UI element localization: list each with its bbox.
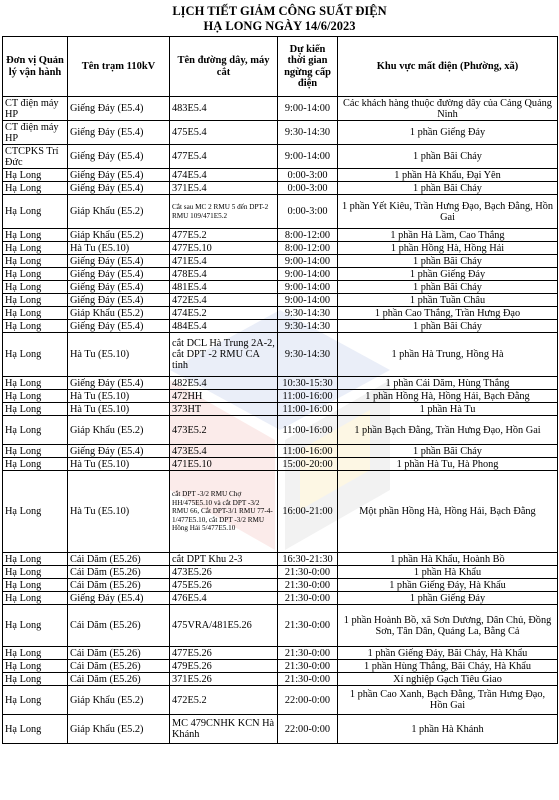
table-row — [3, 445, 558, 458]
table-row — [3, 579, 558, 592]
cell-area: 1 phần Hà Lầm, Cao Thắng — [338, 229, 558, 242]
cell-area: 1 phần Hoành Bồ, xã Sơn Dương, Dân Chủ, Đồng Sơn, Tân Dân, Quảng La, Bằng Cả — [338, 605, 558, 647]
cell-unit: Hạ Long — [3, 416, 68, 445]
cell-area: 1 phần Hà Khẩu, Đại Yên — [338, 169, 558, 182]
cell-station: Giáp Khẩu (E5.2) — [68, 416, 170, 445]
cell-time: 9:30-14:30 — [278, 121, 338, 145]
table-row — [3, 377, 558, 390]
cell-unit: CTCPKS Trí Đức — [3, 145, 68, 169]
cell-station: Cái Dăm (E5.26) — [68, 553, 170, 566]
cell-line: 483E5.4 — [170, 97, 278, 121]
table-row — [3, 660, 558, 673]
cell-area: 1 phần Giếng Đáy — [338, 268, 558, 281]
cell-station: Giếng Đáy (E5.4) — [68, 169, 170, 182]
cell-area: 1 phần Bãi Cháy — [338, 445, 558, 458]
cell-time: 9:30-14:30 — [278, 307, 338, 320]
cell-time: 11:00-16:00 — [278, 416, 338, 445]
cell-unit: Hạ Long — [3, 333, 68, 377]
cell-time: 21:30-0:00 — [278, 660, 338, 673]
table-row — [3, 403, 558, 416]
header-line: Tên đường dây, máy cắt — [170, 37, 278, 97]
cell-time: 11:00-16:00 — [278, 445, 338, 458]
table-row — [3, 268, 558, 281]
cell-area: 1 phần Hà Khẩu, Hoành Bồ — [338, 553, 558, 566]
cell-line: 472E5.2 — [170, 686, 278, 715]
cell-station: Giáp Khẩu (E5.2) — [68, 229, 170, 242]
cell-area: 1 phần Giếng Đáy, Hà Khẩu — [338, 579, 558, 592]
cell-station: Giếng Đáy (E5.4) — [68, 320, 170, 333]
table-row — [3, 182, 558, 195]
cell-line: 476E5.4 — [170, 592, 278, 605]
cell-station: Cái Dăm (E5.26) — [68, 660, 170, 673]
cell-station: Giếng Đáy (E5.4) — [68, 268, 170, 281]
cell-time: 9:30-14:30 — [278, 320, 338, 333]
table-row — [3, 294, 558, 307]
cell-area: 1 phần Hà Khẩu — [338, 566, 558, 579]
table-row — [3, 145, 558, 169]
cell-line: MC 479CNHK KCN Hà Khánh — [170, 715, 278, 744]
cell-line: 477E5.26 — [170, 647, 278, 660]
cell-time: 0:00-3:00 — [278, 182, 338, 195]
cell-station: Cái Dăm (E5.26) — [68, 605, 170, 647]
cell-line: 373HT — [170, 403, 278, 416]
cell-unit: Hạ Long — [3, 445, 68, 458]
cell-unit: Hạ Long — [3, 647, 68, 660]
cell-line: cắt DPT Khu 2-3 — [170, 553, 278, 566]
cell-station: Giáp Khẩu (E5.2) — [68, 307, 170, 320]
cell-time: 9:30-14:30 — [278, 333, 338, 377]
cell-station: Giếng Đáy (E5.4) — [68, 255, 170, 268]
table-row — [3, 416, 558, 445]
cell-area: 1 phần Hồng Hà, Hồng Hải, Bạch Đằng — [338, 390, 558, 403]
cell-area: 1 phần Hà Khánh — [338, 715, 558, 744]
cell-time: 21:30-0:00 — [278, 592, 338, 605]
cell-time: 16:00-21:00 — [278, 471, 338, 553]
cell-time: 22:00-0:00 — [278, 715, 338, 744]
cell-unit: Hạ Long — [3, 592, 68, 605]
cell-line: 475E5.26 — [170, 579, 278, 592]
cell-line: 371E5.4 — [170, 182, 278, 195]
cell-time: 8:00-12:00 — [278, 242, 338, 255]
cell-area: Một phần Hồng Hà, Hồng Hải, Bạch Đằng — [338, 471, 558, 553]
cell-time: 21:30-0:00 — [278, 566, 338, 579]
cell-line: 471E5.4 — [170, 255, 278, 268]
cell-station: Hà Tu (E5.10) — [68, 471, 170, 553]
table-row — [3, 97, 558, 121]
cell-station: Hà Tu (E5.10) — [68, 458, 170, 471]
cell-time: 10:30-15:30 — [278, 377, 338, 390]
table-row — [3, 242, 558, 255]
cell-station: Giếng Đáy (E5.4) — [68, 97, 170, 121]
cell-line: 473E5.26 — [170, 566, 278, 579]
cell-line: 477E5.2 — [170, 229, 278, 242]
table-row — [3, 255, 558, 268]
cell-unit: Hạ Long — [3, 281, 68, 294]
cell-area: 1 phần Tuần Châu — [338, 294, 558, 307]
cell-station: Hà Tu (E5.10) — [68, 403, 170, 416]
cell-line: 474E5.4 — [170, 169, 278, 182]
cell-area: 1 phần Hà Tu, Hà Phong — [338, 458, 558, 471]
cell-station: Giếng Đáy (E5.4) — [68, 121, 170, 145]
table-row — [3, 307, 558, 320]
cell-station: Giếng Đáy (E5.4) — [68, 281, 170, 294]
table-row — [3, 471, 558, 553]
table-row — [3, 715, 558, 744]
cell-time: 9:00-14:00 — [278, 268, 338, 281]
table-row — [3, 390, 558, 403]
cell-time: 9:00-14:00 — [278, 294, 338, 307]
cell-time: 8:00-12:00 — [278, 229, 338, 242]
cell-time: 21:30-0:00 — [278, 579, 338, 592]
cell-station: Giếng Đáy (E5.4) — [68, 145, 170, 169]
cell-time: 9:00-14:00 — [278, 281, 338, 294]
cell-time: 0:00-3:00 — [278, 169, 338, 182]
cell-line: Cắt sau MC 2 RMU 5 đến DPT-2 RMU 109/471E5.2 — [170, 195, 278, 229]
cell-unit: Hạ Long — [3, 255, 68, 268]
cell-unit: Hạ Long — [3, 242, 68, 255]
cell-line: 473E5.2 — [170, 416, 278, 445]
cell-unit: Hạ Long — [3, 673, 68, 686]
cell-unit: Hạ Long — [3, 307, 68, 320]
cell-line: 477E5.4 — [170, 145, 278, 169]
document-subtitle: HẠ LONG NGÀY 14/6/2023 — [203, 19, 356, 33]
cell-line: 473E5.4 — [170, 445, 278, 458]
table-row — [3, 121, 558, 145]
outage-schedule-table — [2, 36, 558, 744]
cell-time: 16:30-21:30 — [278, 553, 338, 566]
table-row — [3, 458, 558, 471]
cell-station: Hà Tu (E5.10) — [68, 390, 170, 403]
cell-time: 11:00-16:00 — [278, 403, 338, 416]
cell-area: Xí nghiệp Gạch Tiêu Giao — [338, 673, 558, 686]
cell-unit: Hạ Long — [3, 390, 68, 403]
cell-line: 479E5.26 — [170, 660, 278, 673]
cell-area: 1 phần Bạch Đằng, Trần Hưng Đạo, Hồn Gai — [338, 416, 558, 445]
table-row — [3, 229, 558, 242]
cell-time: 22:00-0:00 — [278, 686, 338, 715]
cell-area: 1 phần Bãi Cháy — [338, 182, 558, 195]
header-area: Khu vực mất điện (Phường, xã) — [338, 37, 558, 97]
cell-time: 21:30-0:00 — [278, 647, 338, 660]
table-row — [3, 566, 558, 579]
cell-station: Giáp Khẩu (E5.2) — [68, 686, 170, 715]
cell-line: cắt DCL Hà Trung 2A-2, cắt DPT -2 RMU CA tỉnh — [170, 333, 278, 377]
table-row — [3, 281, 558, 294]
cell-unit: Hạ Long — [3, 169, 68, 182]
cell-line: 482E5.4 — [170, 377, 278, 390]
table-row — [3, 592, 558, 605]
cell-station: Cái Dăm (E5.26) — [68, 673, 170, 686]
cell-station: Giáp Khẩu (E5.2) — [68, 195, 170, 229]
cell-time: 11:00-16:00 — [278, 390, 338, 403]
cell-station: Giáp Khẩu (E5.2) — [68, 715, 170, 744]
cell-station: Giếng Đáy (E5.4) — [68, 294, 170, 307]
cell-unit: Hạ Long — [3, 605, 68, 647]
table-row — [3, 605, 558, 647]
cell-station: Giếng Đáy (E5.4) — [68, 445, 170, 458]
cell-unit: Hạ Long — [3, 195, 68, 229]
table-row — [3, 333, 558, 377]
cell-time: 9:00-14:00 — [278, 255, 338, 268]
cell-area: 1 phần Giếng Đáy — [338, 592, 558, 605]
cell-area: 1 phần Cao Thắng, Trần Hưng Đạo — [338, 307, 558, 320]
cell-area: 1 phần Giếng Đáy, Bãi Cháy, Hà Khẩu — [338, 647, 558, 660]
cell-time: 21:30-0:00 — [278, 605, 338, 647]
cell-time: 15:00-20:00 — [278, 458, 338, 471]
cell-area: 1 phần Hà Tu — [338, 403, 558, 416]
table-header-row — [3, 37, 558, 97]
cell-station: Hà Tu (E5.10) — [68, 333, 170, 377]
cell-line: 475E5.4 — [170, 121, 278, 145]
cell-unit: Hạ Long — [3, 715, 68, 744]
cell-area: 1 phần Yết Kiêu, Trần Hưng Đạo, Bạch Đằng, Hồn Gai — [338, 195, 558, 229]
cell-area: 1 phần Bãi Cháy — [338, 281, 558, 294]
cell-station: Giếng Đáy (E5.4) — [68, 182, 170, 195]
cell-time: 0:00-3:00 — [278, 195, 338, 229]
cell-area: 1 phần Cái Dăm, Hùng Thắng — [338, 377, 558, 390]
cell-unit: Hạ Long — [3, 403, 68, 416]
cell-area: 1 phần Hùng Thắng, Bãi Cháy, Hà Khẩu — [338, 660, 558, 673]
cell-line: 472HH — [170, 390, 278, 403]
cell-unit: Hạ Long — [3, 182, 68, 195]
cell-time: 9:00-14:00 — [278, 97, 338, 121]
cell-line: cắt DPT -3/2 RMU Chợ HH/475E5.10 và cắt DPT -3/2 RMU 66, Cắt DPT-3/1 RMU 77-4-1/477E5.10, cắt DPT -3/2 RMU Hồng Hải 5/477E5.10 — [170, 471, 278, 553]
cell-unit: CT điện máy HP — [3, 121, 68, 145]
cell-unit: CT điện máy HP — [3, 97, 68, 121]
table-row — [3, 169, 558, 182]
cell-unit: Hạ Long — [3, 377, 68, 390]
cell-unit: Hạ Long — [3, 294, 68, 307]
cell-line: 471E5.10 — [170, 458, 278, 471]
cell-time: 9:00-14:00 — [278, 145, 338, 169]
header-station: Tên trạm 110kV — [68, 37, 170, 97]
cell-unit: Hạ Long — [3, 579, 68, 592]
cell-area: 1 phần Hà Trung, Hồng Hà — [338, 333, 558, 377]
cell-unit: Hạ Long — [3, 320, 68, 333]
table-row — [3, 686, 558, 715]
cell-area: 1 phần Bãi Cháy — [338, 320, 558, 333]
table-row — [3, 195, 558, 229]
cell-station: Cái Dăm (E5.26) — [68, 579, 170, 592]
table-row — [3, 647, 558, 660]
cell-unit: Hạ Long — [3, 566, 68, 579]
cell-unit: Hạ Long — [3, 686, 68, 715]
cell-line: 371E5.26 — [170, 673, 278, 686]
cell-time: 21:30-0:00 — [278, 673, 338, 686]
cell-unit: Hạ Long — [3, 268, 68, 281]
cell-unit: Hạ Long — [3, 471, 68, 553]
table-row — [3, 553, 558, 566]
cell-unit: Hạ Long — [3, 458, 68, 471]
cell-line: 474E5.2 — [170, 307, 278, 320]
cell-station: Cái Dăm (E5.26) — [68, 647, 170, 660]
cell-line: 481E5.4 — [170, 281, 278, 294]
header-unit: Đơn vị Quản lý vận hành — [3, 37, 68, 97]
table-row — [3, 673, 558, 686]
cell-area: 1 phần Bãi Cháy — [338, 255, 558, 268]
cell-area: 1 phần Giếng Đáy — [338, 121, 558, 145]
cell-station: Giếng Đáy (E5.4) — [68, 592, 170, 605]
cell-area: Các khách hàng thuộc đường dây của Cảng Quảng Ninh — [338, 97, 558, 121]
cell-area: 1 phần Bãi Cháy — [338, 145, 558, 169]
cell-station: Cái Dăm (E5.26) — [68, 566, 170, 579]
cell-line: 477E5.10 — [170, 242, 278, 255]
document-title: LỊCH TIẾT GIẢM CÔNG SUẤT ĐIỆN — [172, 4, 387, 18]
cell-unit: Hạ Long — [3, 660, 68, 673]
cell-line: 472E5.4 — [170, 294, 278, 307]
cell-area: 1 phần Hồng Hà, Hồng Hải — [338, 242, 558, 255]
cell-station: Giếng Đáy (E5.4) — [68, 377, 170, 390]
cell-line: 478E5.4 — [170, 268, 278, 281]
cell-unit: Hạ Long — [3, 229, 68, 242]
cell-unit: Hạ Long — [3, 553, 68, 566]
cell-line: 475VRA/481E5.26 — [170, 605, 278, 647]
header-time: Dự kiến thời gian ngừng cấp điện — [278, 37, 338, 97]
table-row — [3, 320, 558, 333]
cell-line: 484E5.4 — [170, 320, 278, 333]
cell-station: Hà Tu (E5.10) — [68, 242, 170, 255]
cell-area: 1 phần Cao Xanh, Bạch Đằng, Trần Hưng Đạo, Hồn Gai — [338, 686, 558, 715]
